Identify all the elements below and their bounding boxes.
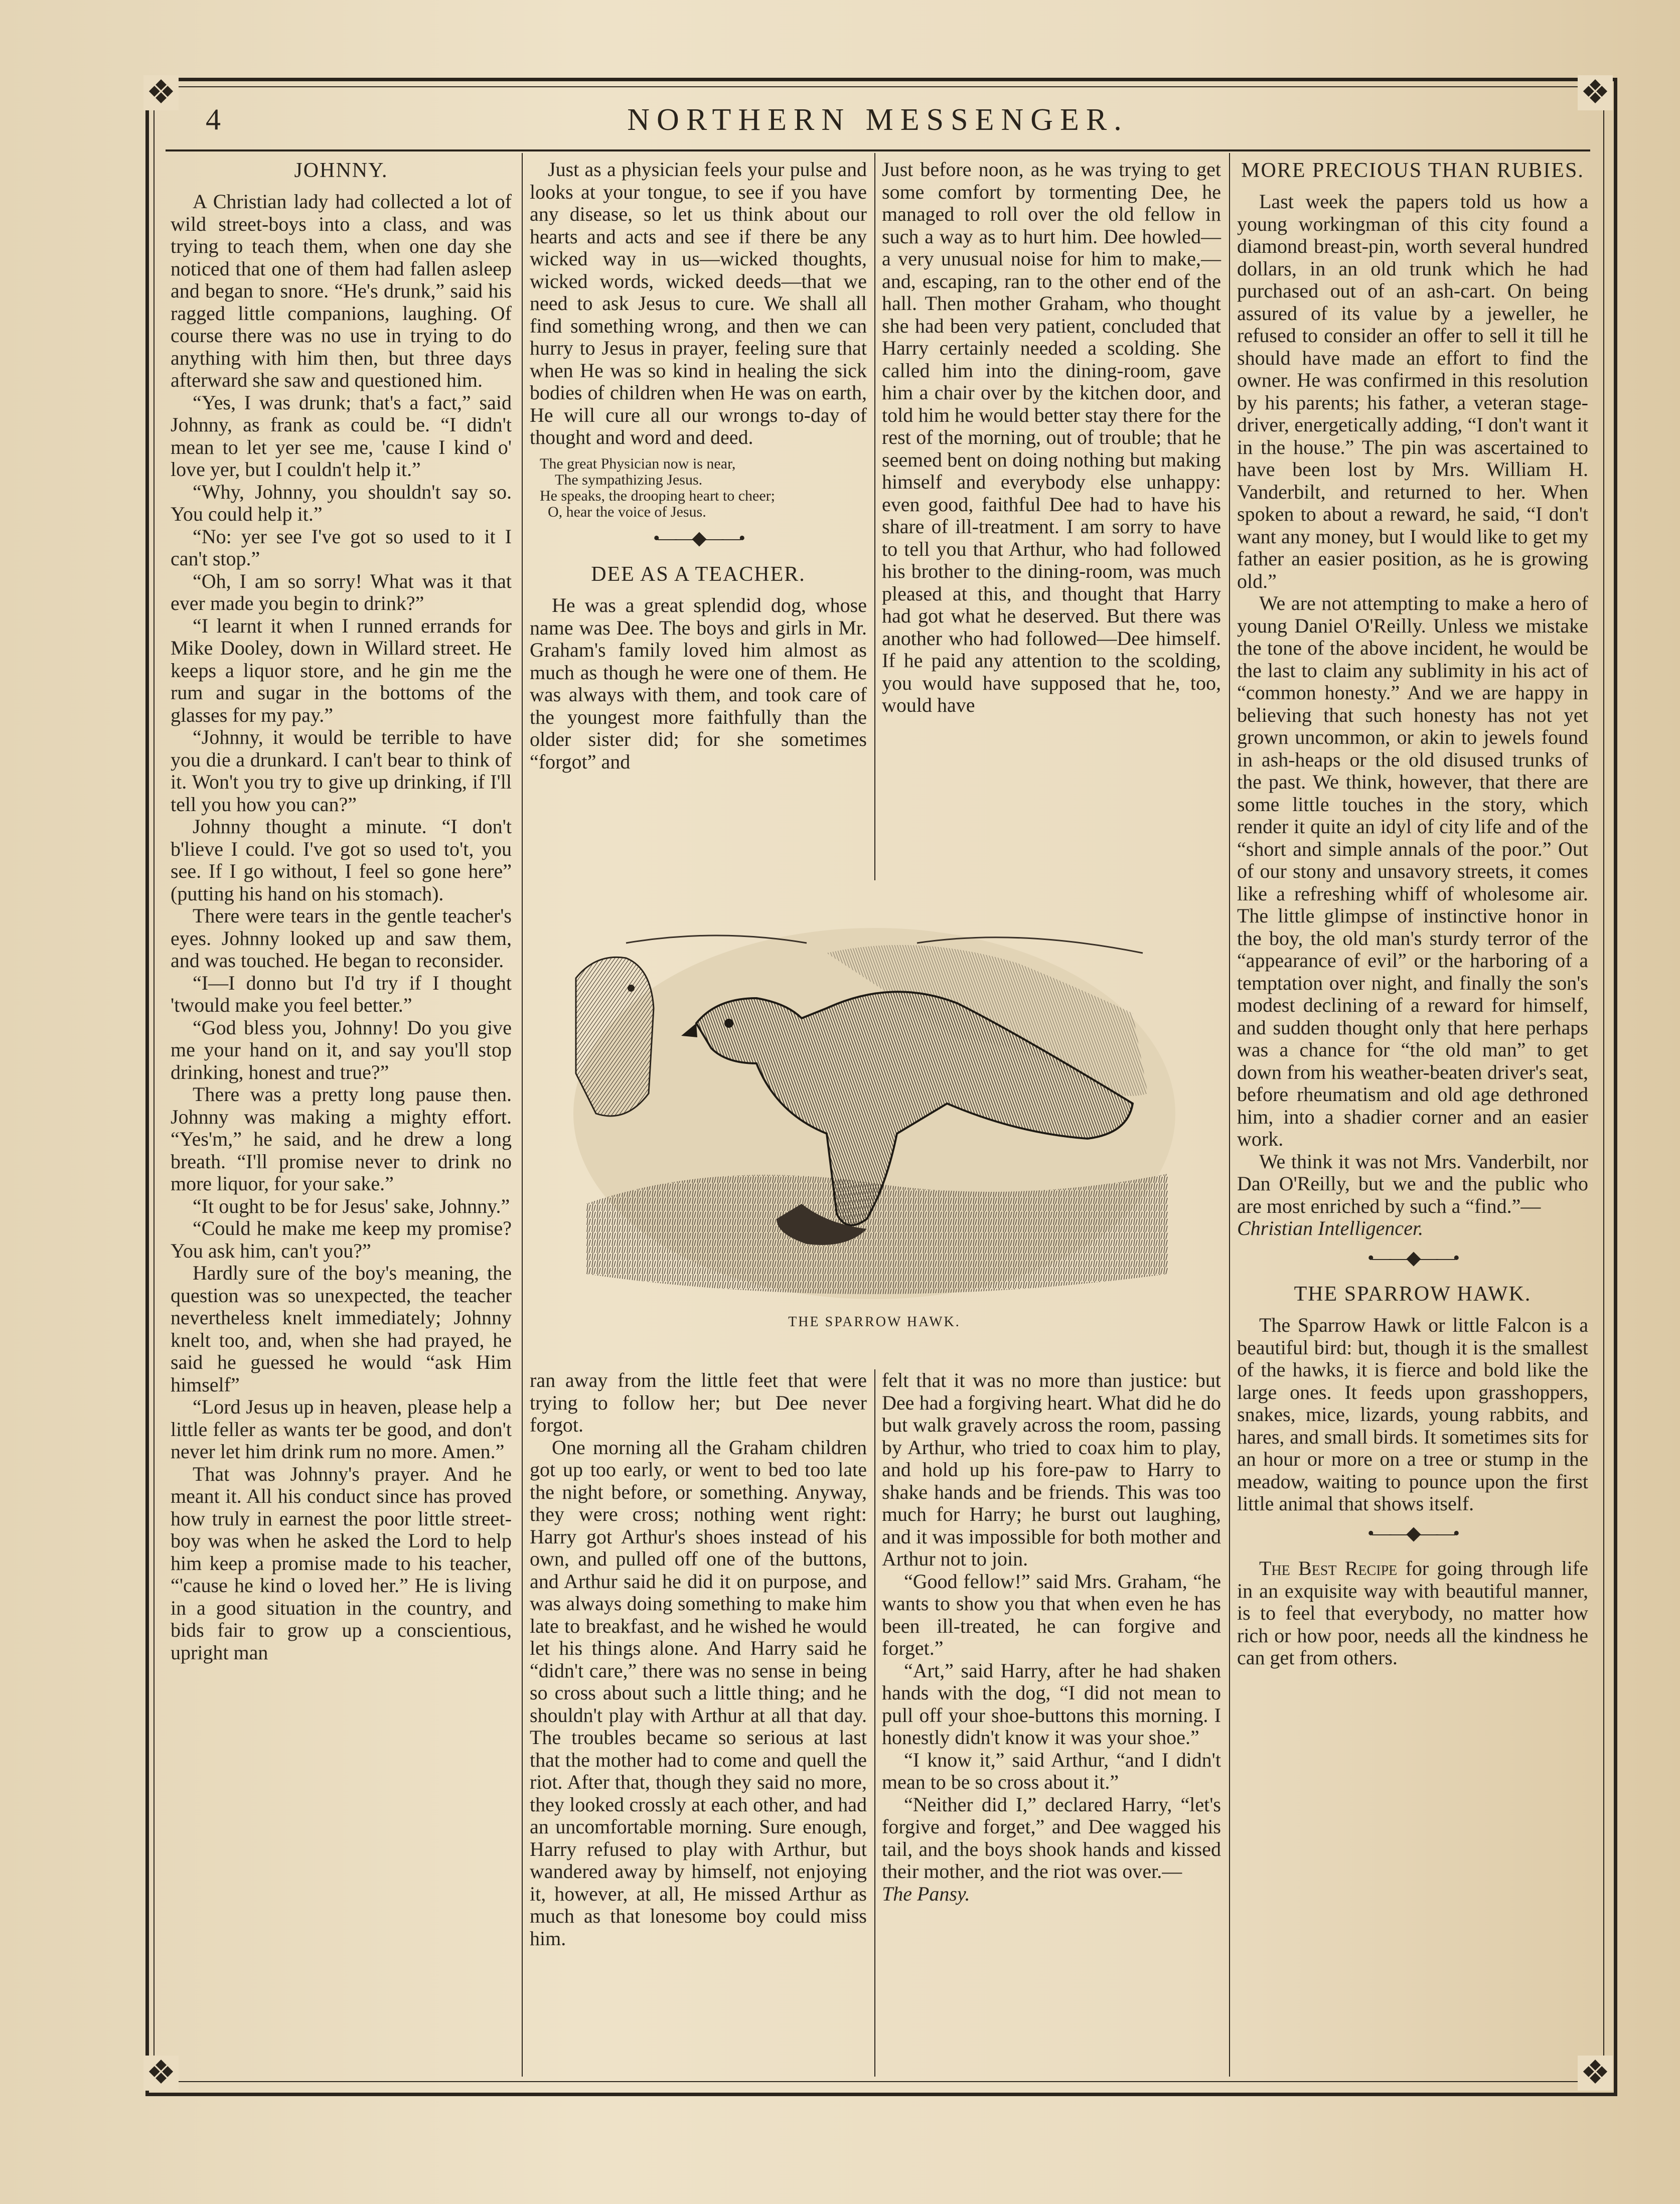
source-attribution: Christian Intelligencer.	[1237, 1217, 1424, 1239]
verse-line: The sympathizing Jesus.	[555, 471, 703, 488]
recipe-lead: The Best Recipe	[1259, 1557, 1398, 1580]
paragraph: One morning all the Graham children got up too early, or went to bed too late the night before, or something. Anyway, they were cross; nothing went right: Harry got Arthur's shoes instead of his own, and pulled off one of the buttons, and Arthur said he did it on purpose, and was always doing something to make him late to breakfast, and he wished he would let his things alone. And Harry said he “didn't care,” there was no sense in being so cross about such a little thing; and he shouldn't play with Arthur at all that day. The troubles became so serious at last that the mother had to come and quell the riot. After that, though they said no more, they looked crossly at each other, and had an uncomfortable morning. Sure enough, Harry refused to play with Arthur, but wandered away by himself, not enjoying it, however, at all, He missed Arthur as much as that lonesome boy could miss him.	[530, 1436, 867, 1950]
illustration-caption: THE SPARROW HAWK.	[788, 1314, 961, 1330]
publication-title: NORTHERN MESSENGER.	[627, 103, 1129, 137]
article-dee-part3	[530, 1369, 867, 1950]
paragraph: The Sparrow Hawk or little Falcon is a beautiful bird: but, though it is the smallest of the hawks, it is fierce and bold like the large ones. It feeds upon grasshoppers, snakes, mice, lizards, young rabbits, and hares, and small birds. It sometimes sits for an hour or more on a tree or stump in the meadow, waiting to pounce upon the first little animal that shows itself.	[1237, 1314, 1588, 1515]
paragraph: Just as a physician feels your pulse and looks at your tongue, to see if you have any disease, so let us think about our hearts and acts and see if there be any wicked way in us—wicked thoughts, wicked words, wicked deeds—that we need to ask Jesus to cure. We shall all find something wrong, and then we can hurry to Jesus in prayer, feeling sure that when He was so kind in healing the sick bodies of children when He was on earth, He will cure all our wrongs to-day of thought and word and deed.	[530, 158, 867, 448]
article-title: MORE PRECIOUS THAN RUBIES.	[1241, 159, 1584, 182]
article-title: DEE AS A TEACHER.	[591, 563, 806, 586]
paragraph: “Oh, I am so sorry! What was it that ever made you begin to drink?”	[171, 569, 512, 614]
paragraph: “I learnt it when I runned errands for Mike Dooley, down in Willard street. He keeps a liquor store, and he gin me the rum and sugar in the bottoms of the glasses for my pay.”	[171, 614, 512, 726]
paragraph: “Could he make me keep my promise? You ask him, can't you?”	[171, 1217, 512, 1262]
recipe-paragraph	[1237, 1557, 1588, 1669]
header-rule	[166, 149, 1590, 151]
paragraph: Hardly sure of the boy's meaning, the question was so unexpected, the teacher nevertheless knelt immediately; Johnny knelt too, and, when she had prayed, he said he guessed he would “ask Him himself”	[171, 1262, 512, 1396]
source-attribution: The Pansy.	[882, 1882, 970, 1905]
paragraph: Last week the papers told us how a young workingman of this city found a diamond breast-pin, worth several hundred dollars, in an old trunk which he had purchased out of an ash-cart. On being assured of its value by a jeweller, he refused to consider an offer to sell it till he should have made an effort to find the owner. He was confirmed in this resolution by his parents; his father, a veteran stage-driver, energetically adding, “I don't want it in the house.” The pin was ascertained to have been lost by Mrs. William H. Vanderbilt, and returned to her. When spoken to about a reward, he said, “I don't want any money, but I would like to get my father an easier position, as he is growing old.”	[1237, 190, 1588, 592]
paragraph: “God bless you, Johnny! Do you give me your hand on it, and say you'll stop drinking, honest and true?”	[171, 1016, 512, 1083]
paragraph: “Yes, I was drunk; that's a fact,” said Johnny, as frank as could be. “I didn't mean to let yer see me, 'cause I kind o' love yer, but I couldn't help it.”	[171, 391, 512, 481]
section-ornament: •——◆——•	[653, 527, 743, 549]
paragraph: “Lord Jesus up in heaven, please help a little feller as wants ter be good, and don't never let him drink rum no more. Amen.”	[171, 1395, 512, 1463]
rabbit-figure	[576, 957, 654, 1116]
column-divider	[874, 1369, 875, 2077]
article-title: JOHNNY.	[294, 159, 388, 182]
paragraph: Johnny thought a minute. “I don't b'lieve I could. I've got so used to't, you see. If I go without, I feel so gone here” (putting his hand on his stomach).	[171, 815, 512, 905]
paragraph: ran away from the little feet that were trying to follow her; but Dee never forgot.	[530, 1369, 867, 1436]
page-header	[166, 98, 1590, 148]
article-title: THE SPARROW HAWK.	[1294, 1283, 1532, 1306]
paragraph: “No: yer see I've got so used to it I can't stop.”	[171, 525, 512, 570]
paragraph: “Neither did I,” declared Harry, “let's forgive and forget,” and Dee wagged his tail, and the boys shook hands and kissed their mother, and the riot was over.—	[882, 1793, 1221, 1882]
column-divider	[874, 153, 875, 880]
verse-line: O, hear the voice of Jesus.	[548, 503, 706, 520]
column-divider	[522, 153, 523, 2077]
paragraph: felt that it was no more than justice: but Dee had a forgiving heart. What did he do but walk gravely across the room, passing by Arthur, who tried to coax him to play, and hold up his fore-paw to Harry to shake hands and be friends. This was too much for Harry; he burst out laughing, and it was impossible for both mother and Arthur not to join.	[882, 1369, 1221, 1570]
paragraph: “Why, Johnny, you shouldn't say so. You could help it.”	[171, 480, 512, 525]
paragraph: We think it was not Mrs. Vanderbilt, nor Dan O'Reilly, but we and the public who are most enriched by such a “find.”—	[1237, 1150, 1588, 1217]
article-physician	[530, 159, 867, 773]
paragraph: A Christian lady had collected a lot of wild street-boys into a class, and was trying to teach them, when one day she noticed that one of them had fallen asleep and began to snore. “He's drunk,” said his ragged little companions, laughing. Of course there was no use in trying to do anything with him then, but three days afterward she saw and questioned him.	[171, 190, 512, 391]
article-johnny	[171, 159, 512, 1664]
verse-line: He speaks, the drooping heart to cheer;	[540, 487, 775, 504]
article-rubies	[1237, 159, 1588, 1669]
section-ornament: •——◆——•	[1367, 1247, 1458, 1269]
article-dee-part4	[882, 1369, 1221, 1905]
section-ornament: •——◆——•	[1367, 1522, 1458, 1544]
recipe-text: for going through life in an exquisite way with beautiful manner, is to feel that everybody, no matter how rich or how poor, needs all the kindness he can get from others.	[1237, 1557, 1588, 1669]
column-divider	[1229, 153, 1230, 2077]
article-dee-continued	[882, 159, 1221, 717]
paragraph: “It ought to be for Jesus' sake, Johnny.”	[193, 1194, 510, 1217]
corner-ornament-icon: ❖	[143, 2056, 179, 2091]
paragraph: There was a pretty long pause then. Johnny was making a mighty effort. “Yes'm,” he said, and he drew a long breath. “I'll promise never to drink no more liquor, for your sake.”	[171, 1083, 512, 1195]
verse-line: The great Physician now is near,	[540, 455, 736, 472]
paragraph: We are not attempting to make a hero of young Daniel O'Reilly. Unless we mistake the tone of the above incident, he would be the last to claim any sublimity in his act of “common honesty.” And we are happy in believing that such honesty has not yet grown uncommon, or akin to jewels found in ash-heaps or the old disused trunks of the past. We think, however, that there are some little touches in the story, which render it quite an idyl of city life and of the “short and simple annals of the poor.” Out of our stony and unsavory streets, it comes like a refreshing whiff of wholesome air. The little glimpse of instinctive honor in the boy, the old man's sturdy terror of the “appearance of evil” or the harboring of a temptation over night, and finally the son's modest declining of a reward for himself, and sudden thought only that here perhaps was a chance for “the old man” to get down from his weather-beaten driver's seat, before rheumatism and old age dethroned him, into a shadier corner and an easier work.	[1237, 592, 1588, 1150]
paragraph: “Art,” said Harry, after he had shaken hands with the dog, “I did not mean to pull off your shoe-buttons this morning. I honestly didn't know it was your shoe.”	[882, 1659, 1221, 1749]
paragraph: “I—I donno but I'd try if I thought 'twould make you feel better.”	[171, 971, 512, 1016]
hymn-verse	[540, 456, 867, 520]
paragraph: Just before noon, as he was trying to get some comfort by tormenting Dee, he managed to roll over the old fellow in such a way as to hurt him. Dee howled—a very unusual noise for him to make,—and, escaping, ran to the other end of the hall. Then mother Graham, who thought she had been very patient, concluded that Harry certainly needed a scolding. She called him into the dining-room, gave him a chair over by the kitchen door, and told him he would better stay there for the rest of the morning, out of trouble; that he seemed bent on doing nothing but making himself and everybody else unhappy: even good, faithful Dee had to have his share of ill-treatment. I am sorry to have to tell you that Arthur, who had followed his brother to the dining-room, was much pleased at this, and thought that Harry had got what he deserved. But there was another who had followed—Dee himself. If he paid any attention to the scolding, you would have supposed that he, too, would have	[882, 158, 1221, 716]
paragraph: “I know it,” said Arthur, “and I didn't mean to be so cross about it.”	[882, 1748, 1221, 1793]
page-number: 4	[206, 103, 221, 136]
corner-ornament-icon: ❖	[1578, 2056, 1613, 2091]
paragraph: “Johnny, it would be terrible to have you die a drunkard. I can't bear to think of it. Won't you try to give up drinking, if I'll tell you how you can?”	[171, 726, 512, 816]
corner-ornament-icon: ❖	[1578, 75, 1613, 110]
sparrow-hawk-engraving	[566, 923, 1183, 1304]
paragraph: That was Johnny's prayer. And he meant it. All his conduct since has proved how truly in earnest the poor little street-boy was when he asked the Lord to help him keep a promise made to his teacher, “'cause he kind o loved her.” He is living in a good situation in the country, and bids fair to grow up a conscientious, upright man	[171, 1462, 512, 1664]
corner-ornament-icon: ❖	[143, 75, 179, 110]
paragraph: There were tears in the gentle teacher's eyes. Johnny looked up and saw them, and was touched. He began to reconsider.	[171, 904, 512, 972]
paragraph: “Good fellow!” said Mrs. Graham, “he wants to show you that when even he has been ill-treated, he can forgive and forget.”	[882, 1569, 1221, 1659]
paragraph: He was a great splendid dog, whose name was Dee. The boys and girls in Mr. Graham's family loved him almost as much as though he were one of them. He was always with them, and took care of the youngest more faithfully than the older sister did; for she sometimes “forgot” and	[530, 594, 867, 773]
